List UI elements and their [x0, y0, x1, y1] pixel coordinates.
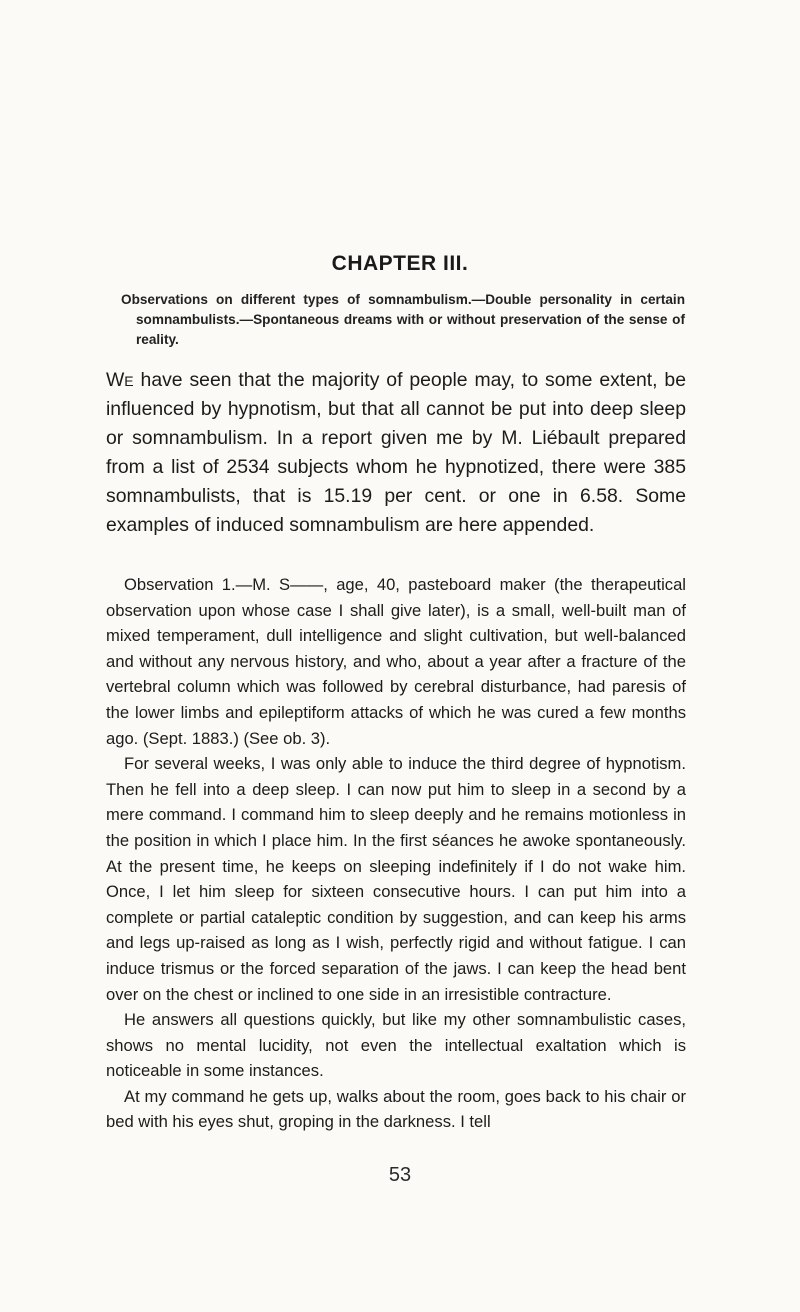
observation-section: [106, 572, 686, 1135]
chapter-summary: Observations on different types of somnambulism.—Double personality in certain somnambulists.—Spontaneous dreams with or without preservation of the sense of reality.: [121, 292, 685, 347]
observation-paragraph: For several weeks, I was only able to induce the third degree of hypnotism. Then he fell into a deep sleep. I can now put him to sleep in a second by a mere command. I command him to sleep deeply and he remains motionless in the position in which I place him. In the first séances he awoke spontaneously. At the present time, he keeps on sleeping indefinitely if I do not wake him. Once, I let him sleep for sixteen consecutive hours. I can put him into a complete or partial cataleptic condition by suggestion, and can keep his arms and legs up-raised as long as I wish, perfectly rigid and without fatigue. I can induce trismus or the forced separation of the jaws. I can keep the head bent over on the chest or inclined to one side in an irresistible contracture.: [106, 754, 686, 1004]
observation-paragraph: At my command he gets up, walks about the room, goes back to his chair or bed with his eyes shut, groping in the darkness. I tell: [106, 1086, 686, 1132]
intro-lead-word: We: [106, 369, 134, 391]
observation-paragraph: Observation 1.—M. S——, age, 40, pasteboard maker (the therapeutical observation upon whose case I shall give later), is a small, well-built man of mixed temperament, dull intelligence and slight cultivation, but well-balanced and without any nervous history, and who, about a year after a fracture of the vertebral column which was followed by cerebral disturbance, had paresis of the lower limbs and epileptiform attacks of which he was cured a few months ago. (Sept. 1883.) (See ob. 3).: [106, 575, 686, 748]
chapter-title: CHAPTER III.: [331, 252, 469, 275]
intro-text: have seen that the majority of people may, to some extent, be influenced by hypnotism, but that all cannot be put into deep sleep or somnambulism. In a report given me by M. Liébault prepared from a list of 2534 subjects whom he hypnotized, there were 385 somnambulists, that is 15.19 per cent. or one in 6.58. Some examples of induced somnambulism are here appended.: [106, 369, 686, 536]
page-number: 53: [388, 1164, 412, 1186]
intro-paragraph: [106, 366, 686, 540]
observation-paragraph: He answers all questions quickly, but like my other somnambulistic cases, shows no mental lucidity, not even the intellectual exaltation which is noticeable in some instances.: [106, 1010, 686, 1081]
